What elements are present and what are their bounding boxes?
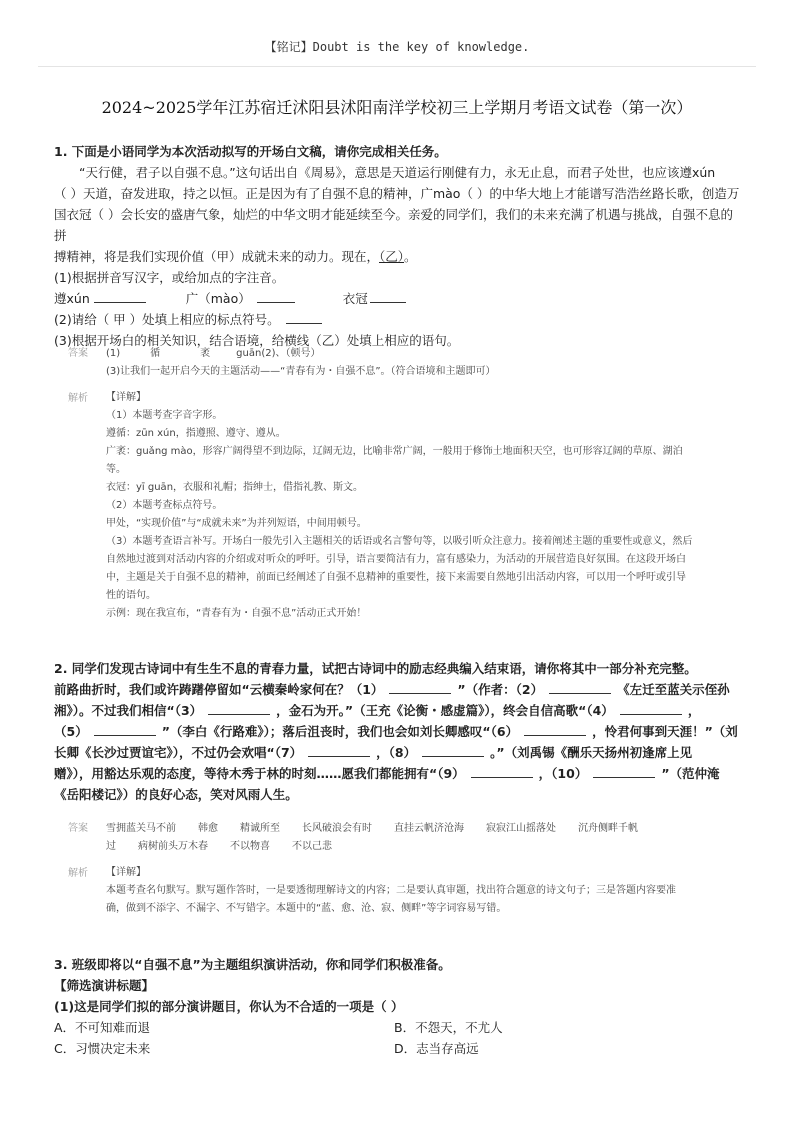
question-3 [54, 954, 744, 1059]
answer-label: 答案 [68, 823, 88, 834]
question-2-line: 湘》）。不过我们相信“（3） ，金石为开。”（王充《论衡・感虚篇》），终会自信高歌“（4） ， [54, 700, 744, 721]
analysis-line: 示例：现在我宣布，“青春有为・自强不息”活动正式开始！ [106, 608, 367, 619]
question-2-line: 《岳阳楼记》）的良好心态，笑对风雨人生。 [54, 787, 298, 802]
answer-1-line-1: (1) 循 袤 guān(2)、（顿号） [106, 348, 321, 359]
answer-2-row-1: 雪拥蓝关马不前 韩愈 精诚所至 长风破浪会有时 直挂云帆济沧海 寂寂江山摇落处 沉舟侧畔千帆 [106, 823, 638, 834]
analysis-line: （2）本题考查标点符号。 [106, 500, 223, 511]
task-3: (3)根据开场白的相关知识，结合语境，给横线（乙）处填上相应的语句。 [54, 333, 460, 348]
blank-7[interactable] [308, 742, 370, 757]
analysis-line: 中，主题是关于自强不息的精神，前面已经阐述了自强不息精神的重要性，接下来需要自然地引出活动内容，可以用一个呼吁或引导 [106, 572, 686, 583]
blank-4[interactable] [620, 700, 682, 715]
task-1: (1)根据拼音写汉字，或给加点的字注音。 [54, 270, 285, 285]
question-2-stem: 2. 同学们发现古诗词中有生生不息的青春力量，试把古诗词中的励志经典编入结束语，请你将其中一部分补充完整。 [54, 661, 697, 676]
blank-yi[interactable]: （乙） [379, 249, 405, 264]
blank-6[interactable] [524, 721, 586, 736]
option-b[interactable]: B．不怨天，不尤人 [394, 1020, 503, 1035]
question-2 [54, 658, 744, 805]
analysis-line: （3）本题考查语言补写。开场白一般先引入主题相关的话语或名言警句等，以吸引听众注意力。接着阐述主题的重要性或意义，然后 [106, 536, 693, 547]
option-c[interactable]: C．习惯决定未来 [54, 1041, 151, 1056]
answer-1 [54, 345, 754, 623]
analysis-line: 遵循：zūn xún，指遵照、遵守、遵从。 [106, 428, 286, 439]
question-1-para-line: （ ）天道，奋发进取，持之以恒。正是因为有了自强不息的精神，广mào（ ）的中华大地上才能谱写浩浩丝路长歌，创造万 [54, 186, 740, 201]
question-3-sub: (1)这是同学们拟的部分演讲题目，你认为不合适的一项是（ ） [54, 999, 404, 1014]
blank-2[interactable] [549, 679, 611, 694]
analysis-line: 【详解】 [106, 392, 146, 403]
pinyin-fill-row [54, 288, 744, 309]
blank-1[interactable] [389, 679, 451, 694]
answer-2 [54, 820, 754, 918]
analysis-line: 广袤：guǎng mào，形容广阔得望不到边际，辽阔无边，比喻非常广阔，一般用于修饰土地面积天空，也可形容辽阔的草原、湖泊 [106, 446, 683, 457]
answer-2-row-2: 过 病树前头万木春 不以物喜 不以己悲 [106, 841, 332, 852]
fill-label-guangmao: 广（mào） [185, 291, 251, 306]
task-2-row [54, 309, 744, 330]
blank-5[interactable] [94, 721, 156, 736]
answer-label: 答案 [68, 348, 88, 359]
question-2-line: 长卿《长沙过贾谊宅》），不过仍会欢唱“（7） ，（8） 。”（刘禹锡《酬乐天扬州初逢席上见 [54, 742, 744, 763]
question-1-para-line: “天行健，君子以自强不息。”这句话出自《周易》，意思是天道运行刚健有力，永无止息，而君子处世，也应该遵xún [79, 165, 716, 180]
question-1-para-line: 搏精神，将是我们实现价值（甲）成就未来的动力。现在，（乙）。 [54, 249, 417, 264]
question-1-stem: 1. 下面是小语同学为本次活动拟写的开场白文稿，请你完成相关任务。 [54, 144, 447, 159]
analysis-label: 解析 [68, 393, 88, 404]
blank-8[interactable] [422, 742, 484, 757]
question-2-line: （5） ”（李白《行路难》）；落后沮丧时，我们也会如刘长卿感叹“（6） ，怜君何事到天涯！”（刘 [54, 721, 744, 742]
task-2: (2)请给（ 甲 ）处填上相应的标点符号。 [54, 312, 280, 327]
question-2-line: 前路曲折时，我们或许踌躇停留如“云横秦岭家何在？（1） ”（作者：（2） 《左迁至蓝关示侄孙 [54, 679, 744, 700]
question-3-stem: 3. 班级即将以“自强不息”为主题组织演讲活动，你和同学们积极准备。 [54, 957, 451, 972]
analysis-line: 甲处，“实现价值”与“成就未来”为并列短语，中间用顿号。 [106, 518, 367, 529]
blank-guangmao[interactable] [257, 288, 295, 303]
blank-yiguan[interactable] [370, 288, 406, 303]
analysis-line: 性的语句。 [106, 590, 156, 601]
question-1 [54, 141, 744, 351]
question-3-section: 【筛选演讲标题】 [54, 978, 155, 993]
analysis-line: 本题考查名句默写。默写题作答时，一是要透彻理解诗文的内容；二是要认真审题，找出符合题意的诗文句子；三是答题内容要准 [106, 885, 676, 896]
blank-3[interactable] [208, 700, 270, 715]
blank-10[interactable] [593, 763, 655, 778]
question-1-para-line: 国衣冠（ ）会长安的盛唐气象，灿烂的中华文明才能延续至今。亲爱的同学们，我们的未来充满了机遇与挑战，自强不息的拼 [54, 207, 733, 243]
answer-1-line-2: (3)让我们一起开启今天的主题活动——“青春有为・自强不息”。（符合语境和主题即可） [106, 366, 496, 377]
question-2-line: 赠》），用豁达乐观的态度，等待木秀于林的时刻……愿我们都能拥有“（9） ，（10） ”（范仲淹 [54, 763, 744, 784]
analysis-line: （1）本题考查字音字形。 [106, 410, 223, 421]
option-d[interactable]: D．志当存高远 [394, 1041, 479, 1056]
page-header-motto: 【铭记】Doubt is the key of knowledge. [264, 40, 530, 54]
analysis-line: 等。 [106, 464, 126, 475]
page-title: 2024~2025学年江苏宿迁沭阳县沭阳南洋学校初三上学期月考语文试卷（第一次） [101, 98, 693, 117]
options [54, 1017, 744, 1059]
analysis-line: 衣冠：yī guān，衣服和礼帽；指绅士，借指礼教、斯文。 [106, 482, 364, 493]
fill-label-yiguan: 衣冠 [342, 291, 368, 306]
analysis-line: 自然地过渡到对活动内容的介绍或对听众的呼吁。引导，语言要简洁有力，富有感染力，为活动的开展营造良好氛围。在这段开场白 [106, 554, 686, 565]
blank-zunxun[interactable] [94, 288, 146, 303]
header-divider [38, 66, 756, 67]
option-a[interactable]: A．不可知难而退 [54, 1020, 151, 1035]
analysis-line: 【详解】 [106, 867, 146, 878]
analysis-line: 确，做到不添字、不漏字、不写错字。本题中的“蓝、愈、沧、寂、侧畔”等字词容易写错。 [106, 903, 507, 914]
analysis-label: 解析 [68, 868, 88, 879]
blank-9[interactable] [471, 763, 533, 778]
fill-label-zunxun: 遵xún [54, 291, 90, 306]
blank-jia[interactable] [286, 309, 322, 324]
question-1-para-text: 搏精神，将是我们实现价值（甲）成就未来的动力。现在， [54, 249, 380, 264]
